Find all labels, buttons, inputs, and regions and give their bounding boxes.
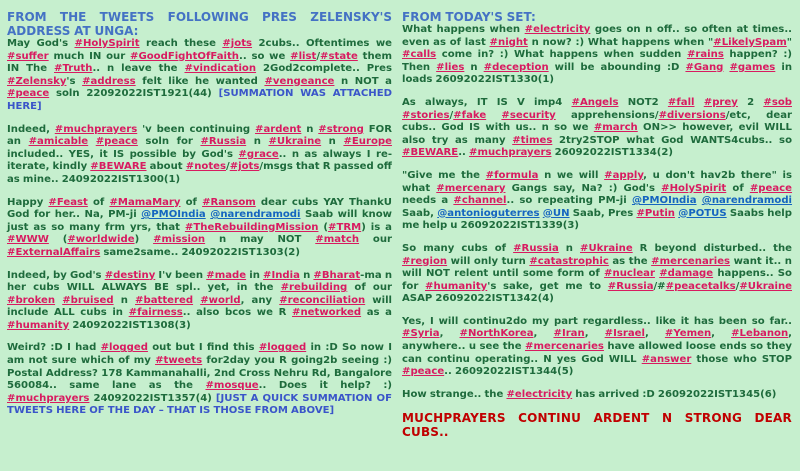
hashtag-link[interactable]: #rains — [686, 49, 724, 61]
tweet-paragraph — [402, 24, 792, 87]
tweet-text: 's — [66, 75, 83, 87]
tweet-text: Indeed, by God's — [7, 269, 105, 281]
hashtag-link[interactable]: #fall — [667, 96, 695, 108]
hashtag-link[interactable]: #amicable — [28, 136, 89, 148]
tweet-text: 26092022IST1334(2) — [551, 147, 674, 159]
tweet-text: /# — [653, 280, 666, 292]
mention-link[interactable]: @PMOIndia — [141, 209, 206, 221]
tweet-text: , anywhere.. u see the — [402, 328, 792, 353]
tweet-text: n — [246, 136, 269, 148]
tweet-paragraph — [402, 97, 792, 160]
tweet-text: much IN our — [48, 50, 130, 62]
hashtag-link[interactable]: #WWW — [7, 234, 49, 246]
tweet-text: come in? :) What happens when sudden — [436, 49, 687, 61]
hashtag-link[interactable]: #made — [206, 269, 247, 281]
tweet-text: , — [644, 328, 665, 340]
tweet-text: .. — [458, 147, 470, 159]
hashtag-link[interactable]: #networked — [292, 307, 362, 319]
hashtag-link[interactable]: #peacetalks — [665, 280, 736, 292]
tweet-text: in :D So now I am not sure which of my — [7, 342, 392, 367]
hashtag-link[interactable]: #Iran — [553, 328, 585, 340]
tweet-text: n NOT a — [334, 75, 392, 87]
hashtag-link[interactable]: #fairness — [128, 307, 183, 319]
footer-banner: MUCHPRAYERS CONTINU ARDENT N STRONG DEAR CUBS.. — [402, 411, 792, 440]
hashtag-link[interactable]: #Syria — [402, 328, 440, 340]
hashtag-link[interactable]: #HolySpirit — [74, 38, 140, 49]
tweet-text: those who STOP — [691, 353, 792, 365]
tweet-text: Yes, I will continu2do my part regardless.. like it has been so far.. — [402, 315, 792, 327]
mention-link[interactable]: @UN — [542, 207, 570, 219]
tweet-text: n — [321, 136, 344, 148]
hashtag-link[interactable]: #MamaMary — [109, 196, 181, 208]
tweet-text: .. so repeating PM-ji — [506, 195, 632, 207]
right-column — [402, 10, 792, 439]
tweet-text: So many cubs of — [402, 242, 514, 254]
hashtag-link[interactable]: #grace — [238, 148, 279, 160]
hashtag-link[interactable]: #stories — [402, 109, 450, 121]
tweet-text: .. n as always I re-iterate, kindly — [7, 148, 393, 173]
hashtag-link[interactable]: #lies — [436, 61, 465, 73]
tweet-text: / — [316, 50, 321, 62]
tweet-text: of — [180, 196, 203, 208]
tweet-text: How strange.. the — [402, 388, 507, 400]
hashtag-link[interactable]: #mercenaries — [651, 255, 731, 267]
tweet-text: n may NOT — [205, 234, 316, 246]
hashtag-link[interactable]: #vindication — [184, 63, 257, 75]
hashtag-link[interactable]: #Feast — [48, 196, 88, 208]
tweet-text: same2same.. 24092022IST1303(2) — [100, 246, 300, 258]
hashtag-link[interactable]: #address — [82, 75, 136, 87]
tweet-text: dear cubs YAY ThankU God for her.. Na, PM-ji — [7, 196, 392, 221]
hashtag-link[interactable]: #BEWARE — [402, 147, 459, 159]
hashtag-link[interactable]: #Ukraine — [580, 242, 633, 254]
hashtag-link[interactable]: #fake — [453, 109, 487, 121]
hashtag-link[interactable]: #peace — [749, 182, 793, 194]
tweet-text: ASAP 26092022IST1342(4) — [402, 293, 554, 305]
hashtag-link[interactable]: #peace — [95, 136, 138, 148]
hashtag-link[interactable]: #Ransom — [202, 196, 256, 208]
hashtag-link[interactable]: #muchprayers — [54, 123, 138, 135]
tweet-text: ) — [134, 234, 154, 246]
hashtag-link[interactable]: #mosque — [205, 380, 259, 392]
hashtag-link[interactable]: #Gang — [685, 61, 724, 73]
tweet-text: 2 — [737, 96, 764, 108]
tweet-text: goes on n off.. so often at times.. even as of last — [402, 24, 792, 48]
hashtag-link[interactable]: #answer — [641, 353, 692, 365]
tweet-paragraph — [7, 124, 392, 187]
tweet-text: n we will — [538, 169, 605, 181]
tweet-text: Happy — [7, 196, 49, 208]
hashtag-link[interactable]: #peace — [7, 88, 50, 100]
hashtag-link[interactable]: #times — [512, 134, 553, 146]
tweet-text: -ma n her cubs WILL ALWAYS BE spl.. yet, in the — [7, 269, 393, 294]
tweet-text: Indeed, — [7, 123, 55, 135]
tweet-text: FOR an — [7, 123, 392, 148]
hashtag-link[interactable]: #Ukraine — [268, 136, 322, 148]
tweet-text: / — [226, 161, 230, 173]
hashtag-link[interactable]: #broken — [7, 294, 56, 306]
tweet-text: in — [246, 269, 264, 281]
right-heading: FROM TODAY'S SET: — [402, 10, 536, 24]
hashtag-link[interactable]: #notes — [185, 161, 227, 173]
hashtag-link[interactable]: #diversions — [658, 109, 726, 121]
tweet-text: ) is a — [361, 221, 392, 233]
hashtag-link[interactable]: #humanity — [7, 319, 70, 331]
tweet-text: .. also bcos we R — [182, 307, 292, 319]
tweet-text: ( — [48, 234, 68, 246]
tweet-text: 'v been continuing — [137, 123, 256, 135]
tweet-text: /etc, dear cubs.. God IS with us.. n so we — [402, 109, 792, 134]
hashtag-link[interactable]: #Russia — [607, 280, 654, 292]
hashtag-link[interactable]: #Russia — [513, 242, 559, 254]
hashtag-link[interactable]: #match — [315, 234, 360, 246]
tweet-text: of our — [347, 282, 392, 294]
tweet-text: I'v been — [155, 269, 207, 281]
tweet-text: will only turn — [447, 255, 530, 267]
tweet-text: n — [464, 61, 484, 73]
hashtag-link[interactable]: #deception — [483, 61, 549, 73]
tweet-text: .. n leave the — [92, 63, 185, 75]
tweet-text: 24092022IST1308(3) — [69, 319, 191, 331]
hashtag-link[interactable]: #Ukraine — [739, 280, 792, 292]
tweet-text: about — [146, 161, 186, 173]
tweet-text: , — [439, 328, 460, 340]
hashtag-link[interactable]: #Truth — [54, 63, 93, 75]
tweet-paragraph — [402, 243, 792, 306]
hashtag-link[interactable]: #nuclear — [604, 268, 655, 280]
tweet-text: as the — [608, 255, 652, 267]
tweet-text: n — [113, 294, 136, 306]
hashtag-link[interactable]: #world — [200, 294, 241, 306]
tweet-text: felt like he wanted — [135, 75, 265, 87]
left-heading: FROM THE TWEETS FOLLOWING PRES ZELENSKY'S ADDRESS AT UNGA: — [7, 10, 392, 38]
tweet-text: included.. YES, it IS possible by God's — [7, 148, 239, 160]
tweet-text: NOT2 — [618, 96, 668, 108]
tweet-text: n — [301, 123, 319, 135]
tweet-text — [695, 97, 704, 108]
left-column — [7, 10, 392, 428]
tweet-text: Weird? :D I had — [7, 342, 101, 354]
tweet-text: ON>> however, evil WILL also try as many — [402, 122, 792, 146]
summation-note: [SUMMATION WAS ATTACHED HERE] — [7, 88, 392, 112]
hashtag-link[interactable]: #suffer — [7, 50, 49, 62]
tweet-text: / — [735, 280, 740, 292]
hashtag-link[interactable]: #HolySpirit — [661, 182, 727, 194]
tweet-text: have allowed loose ends so they can continu operating.. N yes God WILL — [402, 341, 793, 365]
hashtag-link[interactable]: #Putin — [636, 207, 675, 219]
mention-link[interactable]: @narendramodi — [210, 209, 301, 221]
hashtag-link[interactable]: #tweets — [155, 355, 203, 367]
hashtag-link[interactable]: #apply — [604, 169, 644, 181]
hashtag-link[interactable]: #reconciliation — [279, 294, 366, 306]
tweet-text: , any — [240, 294, 280, 306]
right-paragraphs — [402, 24, 792, 401]
tweet-text: happen? :) Then — [402, 49, 792, 73]
hashtag-link[interactable]: #peace — [402, 366, 445, 378]
tweet-text: Saabs help me help u 26092022IST1339(3) — [402, 207, 792, 232]
tweet-text: 2God2complete.. Pres — [256, 63, 392, 75]
tweet-text: for2day you R going2b seeing :) Postal Address? 178 Kammanahalli, 2nd Cross Nehru Rd, Bangalore 560084.. same lane as the — [7, 355, 393, 392]
tweet-text: " — [786, 36, 792, 48]
tweet-text: , u don't hav2b there" is what — [402, 169, 792, 194]
hashtag-link[interactable]: #catastrophic — [529, 255, 609, 267]
tweet-text: Saab, — [402, 207, 438, 219]
hashtag-link[interactable]: #march — [593, 122, 638, 134]
hashtag-link[interactable]: #formula — [485, 169, 539, 181]
tweet-text: soln 22092022IST1921(44) — [49, 88, 219, 100]
tweet-text: our — [359, 234, 393, 246]
tweet-text: Gangs say, Na? :) God's — [505, 182, 662, 194]
tweet-paragraph — [7, 342, 392, 418]
tweet-text — [486, 110, 501, 121]
hashtag-link[interactable]: #ardent — [255, 123, 302, 135]
hashtag-link[interactable]: #security — [501, 109, 556, 121]
tweet-text: soln for — [137, 136, 201, 148]
hashtag-link[interactable]: #prey — [703, 96, 738, 108]
summation-note: [JUST A QUICK SUMMATION OF TWEETS HERE OF THE DAY – THAT IS THOSE FROM ABOVE] — [7, 392, 392, 417]
hashtag-link[interactable]: #sob — [763, 96, 792, 108]
hashtag-link[interactable]: #Russia — [200, 136, 247, 148]
hashtag-link[interactable]: #vengeance — [264, 75, 335, 87]
hashtag-link[interactable]: #worldwide — [67, 234, 135, 246]
tweet-text: What happens when — [402, 24, 525, 35]
hashtag-link[interactable]: #Bharat — [313, 269, 361, 281]
tweet-paragraph — [402, 389, 792, 402]
hashtag-link[interactable]: #rebuilding — [280, 282, 348, 294]
hashtag-link[interactable]: #GoodFightOfFaith — [129, 50, 239, 62]
tweet-text: will include ALL cubs in — [7, 294, 393, 319]
hashtag-link[interactable]: #logged — [258, 342, 307, 354]
tweet-text: of — [726, 182, 750, 194]
mention-link[interactable]: @antonioguterres — [437, 207, 540, 219]
tweet-text: "Give me the — [402, 169, 486, 181]
tweet-text: happens.. So for — [402, 268, 792, 292]
hashtag-link[interactable]: #jots — [229, 161, 260, 173]
tweet-text: .. Does it help? :) — [258, 380, 392, 392]
mention-link[interactable]: @POTUS — [678, 207, 727, 219]
tweet-paragraph — [402, 316, 792, 379]
tweet-text: in loads 26092022IST1330(1) — [402, 61, 793, 86]
hashtag-link[interactable]: #night — [489, 36, 528, 48]
hashtag-link[interactable]: #damage — [659, 268, 714, 280]
tweet-text: ( — [318, 221, 329, 233]
tweet-text: , — [533, 328, 554, 340]
tweet-text: n — [299, 269, 314, 281]
hashtag-link[interactable]: #TheRebuildingMission — [184, 221, 319, 233]
tweet-text: 2cubs.. Oftentimes we — [252, 38, 393, 49]
tweet-text: n now? :) What happens when " — [527, 36, 714, 48]
hashtag-link[interactable]: #mercenary — [436, 182, 506, 194]
tweet-text: 2try2STOP what God WANTS4cubs.. so — [552, 134, 793, 146]
hashtag-link[interactable]: #mission — [153, 234, 206, 246]
tweet-text: reach these — [139, 38, 223, 49]
tweet-text: n — [558, 242, 581, 254]
mention-link[interactable]: @PMOIndia — [631, 195, 697, 207]
tweet-text — [88, 136, 96, 147]
hashtag-link[interactable]: #Israel — [604, 328, 645, 340]
tweet-text: 's sake, get me to — [487, 280, 608, 292]
hashtag-link[interactable]: #Lebanon — [731, 328, 789, 340]
tweet-text: As always, IT IS V imp4 — [402, 96, 572, 108]
mention-link[interactable]: @narendramodi — [701, 195, 793, 207]
hashtag-link[interactable]: #games — [729, 61, 776, 73]
hashtag-link[interactable]: #list — [290, 50, 317, 62]
hashtag-link[interactable]: #muchprayers — [469, 147, 552, 159]
tweet-text: 24092022IST1357(4) — [89, 392, 216, 404]
hashtag-link[interactable]: #channel — [453, 195, 507, 207]
hashtag-link[interactable]: #humanity — [425, 280, 488, 292]
tweet-paragraph — [7, 197, 392, 260]
tweet-text: will be abounding :D — [548, 61, 686, 73]
hashtag-link[interactable]: #LikelySpam — [713, 36, 787, 48]
tweet-text: needs a — [402, 195, 454, 207]
hashtag-link[interactable]: #destiny — [104, 269, 156, 281]
hashtag-link[interactable]: #Angels — [571, 96, 619, 108]
hashtag-link[interactable]: #Zelensky — [7, 75, 67, 87]
tweet-text: Saab will know just as so many frm yrs, that — [7, 209, 392, 233]
hashtag-link[interactable]: #strong — [318, 123, 364, 135]
hashtag-link[interactable]: #Yemen — [664, 328, 712, 340]
left-paragraphs — [7, 38, 392, 418]
hashtag-link[interactable]: #NorthKorea — [459, 328, 534, 340]
tweet-text: Saab, Pres — [569, 207, 637, 219]
tweet-text: them IN The — [7, 50, 392, 75]
hashtag-link[interactable]: #muchprayers — [7, 392, 90, 404]
tweet-paragraph — [7, 270, 392, 333]
tweet-paragraph — [402, 170, 792, 233]
tweet-text: May God's — [7, 38, 75, 49]
hashtag-link[interactable]: #region — [402, 255, 448, 267]
tweet-text: as a — [361, 307, 392, 319]
hashtag-link[interactable]: #logged — [100, 342, 148, 354]
tweet-text: out but I find this — [147, 342, 259, 354]
tweet-text: , — [584, 328, 605, 340]
tweet-text: want it.. n will NOT relent until some form of — [402, 255, 792, 280]
tweet-text: .. 26092022IST1344(5) — [444, 366, 574, 378]
tweet-text: apprehensions/ — [555, 109, 659, 121]
hashtag-link[interactable]: #jots — [222, 38, 253, 49]
hashtag-link[interactable]: #electricity — [506, 388, 573, 400]
hashtag-link[interactable]: #Europe — [343, 136, 392, 148]
hashtag-link[interactable]: #state — [320, 50, 358, 62]
tweet-text: of — [87, 196, 110, 208]
hashtag-link[interactable]: #TRM — [328, 221, 362, 233]
hashtag-link[interactable]: #BEWARE — [90, 161, 147, 173]
tweet-paragraph — [7, 38, 392, 114]
tweet-text: .. so we — [238, 50, 291, 62]
hashtag-link[interactable]: #calls — [402, 49, 437, 61]
hashtag-link[interactable]: #ExternalAffairs — [7, 246, 101, 258]
tweet-text: R beyond disturbed.. the — [632, 242, 793, 254]
tweet-text: , — [711, 328, 732, 340]
hashtag-link[interactable]: #bruised — [62, 294, 114, 306]
hashtag-link[interactable]: #battered — [135, 294, 194, 306]
hashtag-link[interactable]: #electricity — [524, 24, 591, 35]
tweet-text: /msgs that R passed off as mine.. 24092022IST1300(1) — [7, 161, 392, 185]
tweet-text: has arrived :D 26092022IST1345(6) — [572, 388, 777, 400]
hashtag-link[interactable]: #mercenaries — [525, 341, 604, 353]
hashtag-link[interactable]: #India — [263, 269, 300, 281]
tweet-text: / — [449, 109, 454, 121]
